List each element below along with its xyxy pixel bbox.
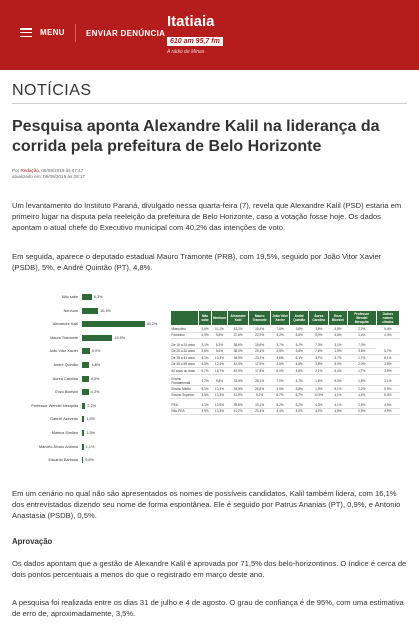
table-row <box>171 408 400 415</box>
table-cell: 6,3% <box>212 342 228 349</box>
article-meta <box>12 168 85 179</box>
table-cell: 19,8% <box>249 342 271 349</box>
aprovacao-heading: Aprovação <box>12 537 53 546</box>
table-cell: 5,1% <box>199 386 212 393</box>
enviar-denuncia-link[interactable]: ENVIAR DENÚNCIA <box>86 29 166 38</box>
table-cell: 4,0% <box>290 408 309 415</box>
table-header-cell: Professor Wendel Mesquita <box>347 311 376 326</box>
table-cell: 26,8% <box>249 386 271 393</box>
table-header-cell: Nenhum <box>212 311 228 326</box>
table-cell: 43,2% <box>227 326 249 333</box>
table-cell: 38,0% <box>227 348 249 355</box>
table-cell: 4,9% <box>199 332 212 339</box>
article-paragraph-3: Em um cenário no qual não são apresentados os nomes de possíveis candidatos, Kalil também lidera, com 16,1% dos entrevistados dizendo seu nome de forma espontânea. Ele é seguido por Patrus Ananias (PT), 0,9%, e Antonio Anastasia (PSDB), 0,5%. <box>12 489 401 520</box>
article-title: Pesquisa aponta Alexandre Kalil na liderança da corrida pela prefeitura de Belo Horizonte <box>12 118 380 155</box>
table-cell: 41,2% <box>227 408 249 415</box>
table-cell: 2,5% <box>347 402 376 409</box>
bar-label: Gabriel Azevedo <box>50 417 78 422</box>
table-cell: 19,1% <box>249 402 271 409</box>
section-title: NOTÍCIAS <box>12 82 92 99</box>
table-cell: De 35 a 44 anos <box>171 355 199 362</box>
bar-label: Mateus Simões <box>51 431 78 435</box>
table-cell: 2,1% <box>199 342 212 349</box>
bar-value-label: 1,5% <box>86 417 95 422</box>
table-cell: 3,5% <box>309 326 329 333</box>
table-cell: 2,2% <box>347 386 376 393</box>
bar-label: Nenhum <box>63 308 78 313</box>
table-cell: 3,6% <box>199 326 212 333</box>
table-cell: 6,1% <box>290 355 309 362</box>
table-cell: 4,6% <box>329 332 348 339</box>
table-cell: 5,0% <box>329 361 348 368</box>
table-header-cell: Não sabe <box>199 311 212 326</box>
table-header-cell <box>171 311 199 326</box>
table-header-cell: Áurea Carolina <box>309 311 329 326</box>
table-cell: 4,9% <box>376 408 399 415</box>
table-cell: 9,2% <box>249 392 271 399</box>
table-cell: 2,1% <box>309 368 329 375</box>
table-cell: 22,9% <box>249 332 271 339</box>
table-cell: 4,1% <box>199 355 212 362</box>
table-cell: 9,8% <box>212 377 228 386</box>
table-cell: 40,9% <box>227 368 249 375</box>
bar-label: Marcelo Álvaro Antônio <box>38 444 78 449</box>
table-cell: 4,1% <box>199 402 212 409</box>
table-header-cell: Outros nomes citados <box>376 311 399 326</box>
article-paragraph-2: Em seguida, aparece o deputado estadual Mauro Tramonte (PRB), com 19,5%, seguido por João Vitor Xavier (PSDB), 5%, e André Quintão (PT), 4,8%. <box>12 252 382 272</box>
article-paragraph-4: Os dados apontam que a gestão de Alexandre Kalil é aprovada por 71,5% dos belo-horizontinos. O índice é cerca de dois pontos percentuais a menos do que o registrado em março deste ano. <box>12 559 407 579</box>
poll-demographics-table <box>170 310 400 415</box>
bar <box>82 444 84 450</box>
table-cell: 1,7% <box>347 355 376 362</box>
bar-row <box>12 428 162 438</box>
table-header-cell: Alexandre Kalil <box>227 311 249 326</box>
bar-label: Não sabe <box>61 295 78 299</box>
table-cell: 5,1% <box>329 386 348 393</box>
table-cell: 1,9% <box>329 348 348 355</box>
table-cell: 37,6% <box>227 332 249 339</box>
table-cell: 10,3% <box>212 386 228 393</box>
bar <box>82 335 112 341</box>
table-cell: 0,9% <box>347 408 376 415</box>
table-cell: 20,4% <box>249 348 271 355</box>
bar-row <box>12 360 162 370</box>
bar-row <box>12 414 162 424</box>
bar-label: André Quintão <box>53 363 78 367</box>
table-cell: 7,3% <box>309 342 329 349</box>
bar <box>82 389 89 395</box>
table-cell: 5,8% <box>290 332 309 339</box>
header-divider <box>75 24 76 42</box>
menu-button[interactable] <box>20 28 65 37</box>
table-cell: 15,7% <box>212 368 228 375</box>
table-cell: 10,4% <box>212 355 228 362</box>
article-paragraph-1: Um levantamento do Instituto Paraná, divulgado nessa quarta-feira (7), revela que Alexandre Kalil (PSD) estaria em primeiro lugar na disputa pela reeleição da prefeitura de Belo Horizonte, caso a votação fosse hoje. Os dados apontam o atual chefe do Executivo municipal com 40,2% das intenções de voto. <box>12 201 402 232</box>
table-cell: 5,8% <box>290 386 309 393</box>
bar-value-label: 2,2% <box>87 403 97 408</box>
table-cell: 5,4% <box>329 368 348 375</box>
bar-label: Professor Wendel Mesquita <box>31 403 78 408</box>
bar-row <box>12 401 162 411</box>
table-cell: 17,9% <box>249 361 271 368</box>
table-cell: Feminino <box>171 332 199 339</box>
table-cell: 3,5% <box>199 392 212 399</box>
table-cell: 6,7% <box>270 392 289 399</box>
table-cell: 5,4% <box>376 326 399 333</box>
table-cell: 9,8% <box>212 332 228 339</box>
bar-row <box>12 374 162 384</box>
table-cell: 4,7% <box>199 377 212 386</box>
bar-value-label: 4,3% <box>90 390 100 395</box>
table-cell: 5,6% <box>212 348 228 355</box>
table-cell: 4,6% <box>270 355 289 362</box>
bar <box>82 430 84 436</box>
table-cell: 7,6% <box>309 348 329 355</box>
table-cell: 33,5% <box>227 377 249 386</box>
table-cell: 4,5% <box>270 348 289 355</box>
site-header <box>0 0 419 70</box>
table-cell: 3,7% <box>329 355 348 362</box>
table-cell: 6,0% <box>270 368 289 375</box>
table-cell: De 16 a 24 anos <box>171 342 199 349</box>
table-cell: 3,9% <box>376 368 399 375</box>
bar-row <box>12 387 162 397</box>
table-cell: 4,5% <box>290 361 309 368</box>
bar-row <box>12 455 162 465</box>
bar-label: Áurea Carolina <box>52 376 78 381</box>
table-cell: 5,7% <box>376 348 399 355</box>
table-header-cell: Enzo Bicesini <box>329 311 348 326</box>
table-row <box>171 377 400 386</box>
table-cell: 4,3% <box>309 402 329 409</box>
bar <box>82 403 85 409</box>
bar-value-label: 1,1% <box>85 444 95 449</box>
bar-value-label: 40,2% <box>146 322 158 327</box>
table-cell: 3,6% <box>199 348 212 355</box>
table-cell: 38,5% <box>227 355 249 362</box>
bar <box>82 362 89 368</box>
table-cell: 28,1% <box>249 377 271 386</box>
logo-tagline: A rádio de Minas <box>167 49 205 55</box>
table-cell: 12,4% <box>212 361 228 368</box>
table-cell: 38,6% <box>227 342 249 349</box>
table-cell: 3,8% <box>329 326 348 333</box>
logo-frequency-badge: 610 am 95,7 fm <box>167 37 223 46</box>
table-cell: 11,1% <box>212 326 228 333</box>
table-cell: 4,4% <box>309 408 329 415</box>
table-cell: 7,3% <box>347 342 376 349</box>
table-cell: 3,2% <box>270 332 289 339</box>
table-cell: 4,7% <box>290 377 309 386</box>
bar <box>82 308 98 314</box>
table-cell: 3,8% <box>290 348 309 355</box>
menu-label: MENU <box>40 28 65 37</box>
table-cell: 7,0% <box>270 377 289 386</box>
table-body <box>171 326 400 415</box>
table-cell: 4,9% <box>199 408 212 415</box>
table-cell: 2,0% <box>347 361 376 368</box>
table-cell: 5,3% <box>329 377 348 386</box>
table-cell: PEA <box>171 402 199 409</box>
table-header-cell: João Vitor Xavier <box>270 311 289 326</box>
bar-label: João Vitor Xavier <box>49 349 78 354</box>
table-cell: 15,4% <box>249 326 271 333</box>
poll-bar-chart <box>12 290 162 472</box>
table-cell: 10,3% <box>212 392 228 399</box>
table-cell: 4,4% <box>270 408 289 415</box>
bar-value-label: 0,8% <box>85 458 94 463</box>
table-cell: 6,4% <box>376 392 399 399</box>
table-cell: 3,6% <box>347 348 376 355</box>
table-cell: Não PEA <box>171 408 199 415</box>
table-cell: 3,5% <box>376 361 399 368</box>
bar <box>82 376 89 382</box>
table-cell: 3,8% <box>309 361 329 368</box>
bar-value-label: 5,0% <box>91 349 101 354</box>
table-cell: 23,2% <box>249 355 271 362</box>
table-cell: De 25 a 34 anos <box>171 348 199 355</box>
table-cell: 10,5% <box>212 402 228 409</box>
table-cell: 42,3% <box>227 361 249 368</box>
hamburger-icon <box>20 28 32 37</box>
table-cell: 4,8% <box>290 368 309 375</box>
table-cell: 10,9% <box>309 392 329 399</box>
table-cell: 2,2% <box>347 326 376 333</box>
bar <box>82 294 92 300</box>
bar <box>82 457 83 463</box>
table-cell: 3,1% <box>376 377 399 386</box>
article-paragraph-5: A pesquisa foi realizada entre os dias 31 de julho e 4 de agosto. O grau de confiança é de 95%, com uma estimativa de erro de, aproximadamente, 3,5%. <box>12 598 404 618</box>
bar-label: Eduardo Barbosa <box>48 458 78 463</box>
table-cell: Masculino <box>171 326 199 333</box>
poll-infographic <box>12 290 400 472</box>
table-cell: 6,7% <box>290 392 309 399</box>
author-link[interactable]: Redação <box>20 168 39 173</box>
table-cell: 1,8% <box>347 377 376 386</box>
table-header-row <box>171 311 400 326</box>
bar-value-label: 6,3% <box>93 295 103 299</box>
bar-label: Mauro Tramonte <box>50 335 78 340</box>
table-cell: 41,9% <box>227 392 249 399</box>
table-header-cell: André Quintão <box>290 311 309 326</box>
bar <box>82 348 90 354</box>
table-cell: 4,4% <box>376 332 399 339</box>
table-cell: 5,7% <box>199 368 212 375</box>
bar-row <box>12 442 162 452</box>
table-cell: 3,5% <box>270 386 289 393</box>
table-header-cell: Mauro Tramonte <box>249 311 271 326</box>
table-cell: 3,8% <box>290 326 309 333</box>
table-cell: 3,7% <box>309 355 329 362</box>
table-cell: 3,5% <box>270 361 289 368</box>
table-cell: 4,5% <box>199 361 212 368</box>
updated-date: atualizado em: 06/08/2019 às 08:17 <box>12 173 86 179</box>
table-cell: 34,5% <box>227 386 249 393</box>
section-divider <box>12 103 407 104</box>
table-cell: 5,2% <box>290 402 309 409</box>
published-date: , 06/08/2019 às 07:47 <box>38 168 84 173</box>
bar-value-label: 4,8% <box>91 363 101 367</box>
bar <box>82 321 145 327</box>
bar-value-label: 10,4% <box>100 308 111 313</box>
table-cell: 5,2% <box>290 342 309 349</box>
bar-value-label: 1,5% <box>86 431 95 435</box>
table-cell: 4,1% <box>329 402 348 409</box>
table-cell: 5,2% <box>270 402 289 409</box>
table-cell: 4,9% <box>376 402 399 409</box>
bar-value-label: 4,3% <box>90 376 100 381</box>
bar <box>82 416 84 422</box>
bar-label: Enzo Bicesini <box>55 390 78 395</box>
table-cell: Ensino Fundamental <box>171 377 199 386</box>
table-cell: Ensino Médio <box>171 386 199 393</box>
table-cell: 4,4% <box>347 392 376 399</box>
table-cell: 1,9% <box>309 386 329 393</box>
logo-name: Itatiaia <box>167 13 215 30</box>
bar-row <box>12 306 162 316</box>
bar-label: Alexandre Kalil <box>52 322 78 327</box>
table-cell: 4,5% <box>329 408 348 415</box>
table-cell: 5,0% <box>309 332 329 339</box>
bar-row <box>12 319 162 329</box>
bar-row <box>12 292 162 302</box>
table-cell: 39,6% <box>227 402 249 409</box>
table-cell: 3,7% <box>270 342 289 349</box>
table-cell: 1,7% <box>347 368 376 375</box>
table-cell: 60 anos ou mais <box>171 368 199 375</box>
bar-row <box>12 346 162 356</box>
bar-row <box>12 333 162 343</box>
author-prefix: Por <box>12 168 21 173</box>
table-cell: 5,9% <box>376 386 399 393</box>
table-cell: 1,6% <box>309 377 329 386</box>
table-cell: Ensino Superior <box>171 392 199 399</box>
table-cell: 6,1% <box>376 355 399 362</box>
table-cell: 10,3% <box>212 408 228 415</box>
table-cell: 7,6% <box>270 326 289 333</box>
bar-value-label: 19,5% <box>114 335 126 340</box>
table-cell: 17,8% <box>249 368 271 375</box>
table-cell: 3,1% <box>329 342 348 349</box>
table-cell: 4,1% <box>329 392 348 399</box>
table-cell: 1,4% <box>347 332 376 339</box>
itatiaia-logo[interactable] <box>167 14 233 55</box>
table-cell: De 45 a 59 anos <box>171 361 199 368</box>
table-cell: 20,4% <box>249 408 271 415</box>
